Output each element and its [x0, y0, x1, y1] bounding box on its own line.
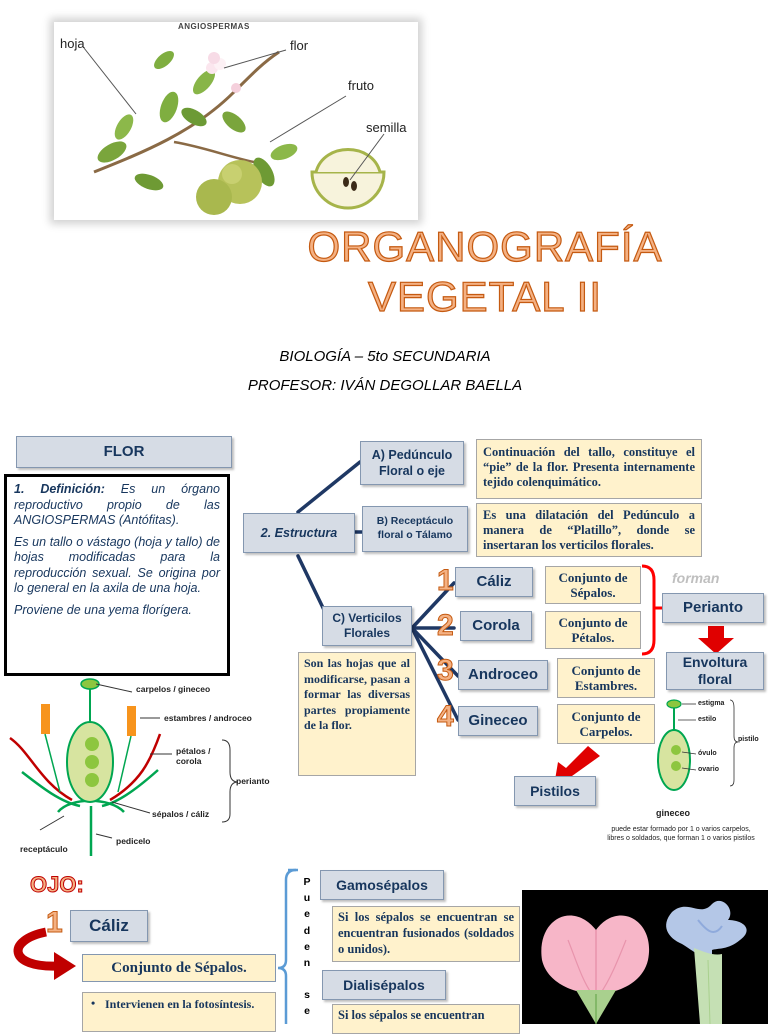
whorl-caliz-desc: Conjunto de Sépalos.	[545, 566, 641, 604]
pedunculo-box: A) Pedúnculo Floral o eje	[360, 441, 464, 485]
estructura-box: 2. Estructura	[243, 513, 355, 553]
label-receptaculo: receptáculo	[20, 844, 68, 854]
title-line1: ORGANOGRAFÍA	[307, 223, 663, 270]
label-pistilo: pistilo	[738, 736, 759, 743]
definition-box	[4, 474, 230, 676]
pistilos-box: Pistilos	[514, 776, 596, 806]
vertical-pueden-text: P u e d e n s e	[303, 876, 311, 1018]
verticilos-desc: Son las hojas que al modificarse, pasan a formar las diversas partes propiamente de la flor.	[298, 652, 416, 776]
whorl-num-2: 2	[437, 609, 454, 642]
ojo-label: OJO:	[30, 872, 84, 897]
gamosepalos-box: Gamosépalos	[320, 870, 444, 900]
label-flor: flor	[290, 38, 309, 53]
label-estigma: estigma	[698, 700, 725, 707]
whorl-androceo-desc: Conjunto de Estambres.	[557, 658, 655, 698]
ojo-conjunto-box: Conjunto de Sépalos.	[82, 954, 276, 982]
receptaculo-box: B) Receptáculo floral o Tálamo	[362, 506, 468, 552]
gineceo-note: puede estar formado por 1 o varios carpelos, libres o soldados, que forman 1 o varios pistilos	[607, 826, 755, 842]
dialisepalos-box: Dialisépalos	[322, 970, 446, 1000]
whorl-corola: Corola	[460, 611, 532, 641]
whorl-corola-desc: Conjunto de Pétalos.	[545, 611, 641, 649]
definition-p2: Es un tallo o vástago (hoja y tallo) de hojas modificadas para la reproducción sexual. Se origina por lo general en la axila de una hoja.	[14, 534, 220, 595]
label-sepalos: sépalos / cáliz	[152, 809, 210, 819]
label-semilla: semilla	[366, 120, 407, 135]
whorl-gineceo: Gineceo	[458, 706, 538, 736]
whorl-num-1: 1	[437, 564, 454, 597]
subtitle-course: BIOLOGÍA – 5to SECUNDARIA	[279, 348, 491, 365]
label-pedicelo: pedicelo	[116, 836, 151, 846]
subtitle-teacher: PROFESOR: IVÁN DEGOLLAR BAELLA	[247, 377, 523, 394]
gamosepalos-desc: Si los sépalos se encuentran se encuentran fusionados (soldados o unidos).	[332, 906, 520, 962]
label-ovario: ovario	[698, 766, 720, 773]
title-line2: VEGETAL II	[367, 273, 603, 320]
flower-structure-diagram	[0, 672, 290, 862]
bullet-dot: •	[91, 996, 96, 1010]
label-estambres: estambres / androceo	[164, 713, 252, 723]
label-ovulo: óvulo	[698, 750, 717, 757]
forman-label: forman	[672, 570, 720, 586]
whorl-num-3: 3	[437, 654, 454, 687]
envoltura-box: Envoltura floral	[666, 652, 764, 690]
verticilos-box: C) Verticilos Florales	[322, 606, 412, 646]
definition-label: 1. Definición:	[14, 482, 105, 496]
whorl-num-4: 4	[437, 700, 454, 733]
definition-p3: Proviene de una yema florígera.	[14, 602, 192, 617]
dialisepalos-desc: Si los sépalos se encuentran	[332, 1004, 520, 1034]
calyx-flowers-photo	[522, 890, 768, 1024]
whorl-caliz: Cáliz	[455, 567, 533, 597]
ojo-caliz-box: Cáliz	[70, 910, 148, 942]
definition-p1: 1. Definición: Es un órgano reproductivo propio de las ANGIOSPERMAS (Antófitas).	[14, 482, 220, 527]
ojo-num: 1	[46, 906, 63, 939]
label-petalos: pétalos / corola	[176, 746, 211, 766]
photo-caption: ANGIOSPERMAS	[178, 22, 250, 31]
gineceo-diagram	[650, 696, 762, 802]
label-perianto: perianto	[236, 776, 270, 786]
receptaculo-desc: Es una dilatación del Pedúnculo a manera de “Platillo”, donde se insertaran los verticilos florales.	[476, 503, 702, 557]
label-fruto: fruto	[348, 78, 375, 93]
pedunculo-desc: Continuación del tallo, constituye el “pie” de la flor. Presenta internamente tejido colenquimático.	[476, 439, 702, 499]
label-estilo: estilo	[698, 716, 717, 723]
perianto-box: Perianto	[662, 593, 764, 623]
label-gineceo-title: gineceo	[656, 808, 691, 818]
ojo-bullet-box	[82, 992, 276, 1032]
flor-header: FLOR	[16, 436, 232, 468]
label-hoja: hoja	[60, 36, 85, 51]
ojo-bullet-text: Intervienen en la fotosíntesis.	[105, 997, 255, 1011]
whorl-androceo: Androceo	[458, 660, 548, 690]
label-carpelos: carpelos / gineceo	[136, 684, 211, 694]
whorl-gineceo-desc: Conjunto de Carpelos.	[557, 704, 655, 744]
